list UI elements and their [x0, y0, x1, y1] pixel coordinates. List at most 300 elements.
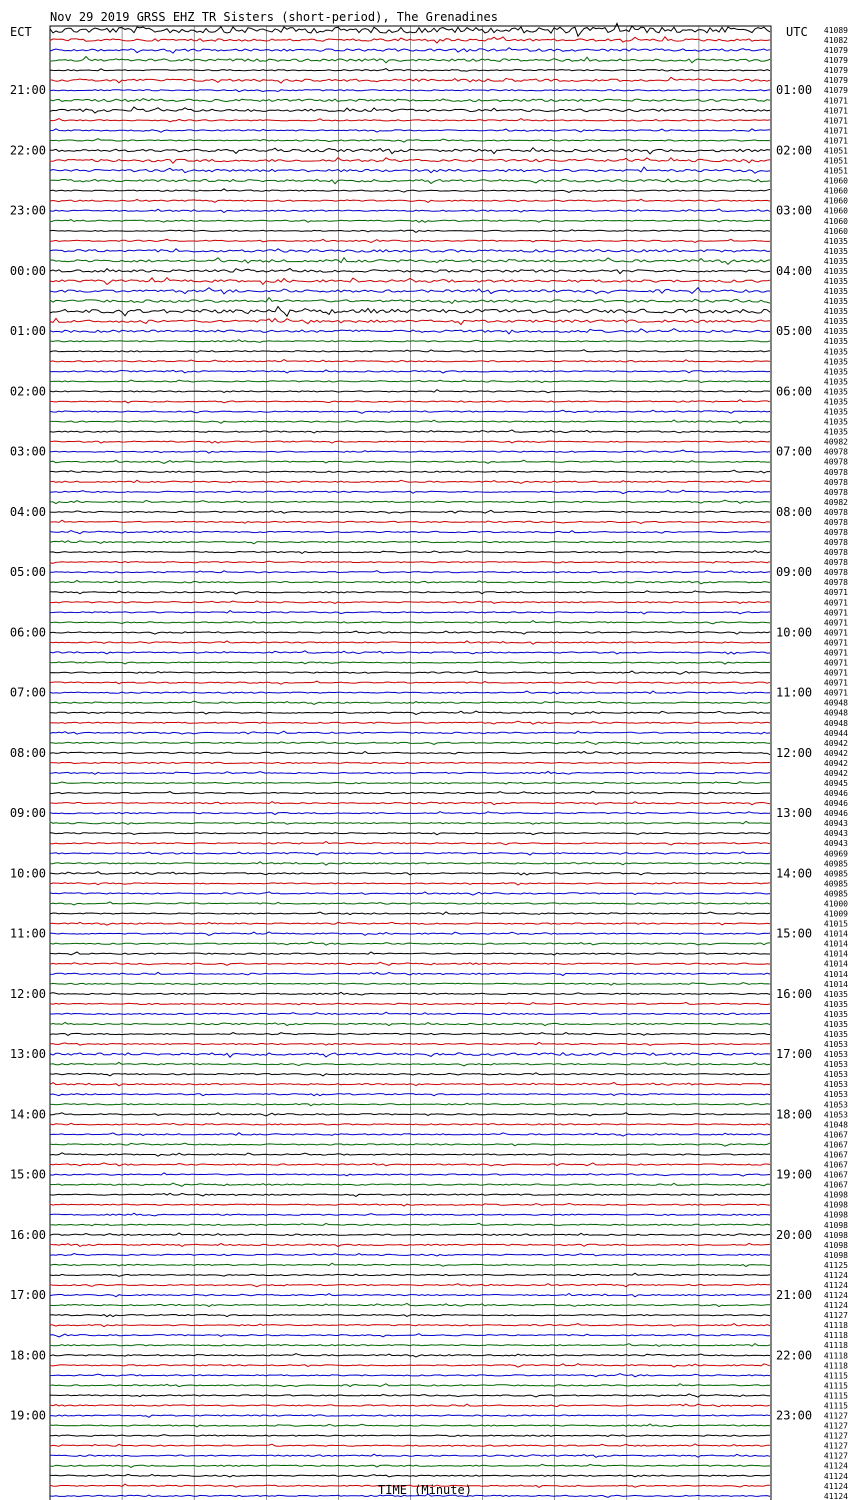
seismogram-trace: [50, 651, 770, 654]
hour-label-ect: 18:00: [9, 1348, 46, 1363]
trace-count-label: 41048: [823, 1120, 848, 1130]
seismogram-trace: [50, 771, 770, 774]
trace-count-label: 40985: [823, 879, 848, 889]
trace-count-label: 41009: [823, 909, 848, 919]
seismogram-trace: [50, 1404, 770, 1407]
trace-count-label: 40943: [823, 829, 848, 839]
trace-count-label: 41053: [823, 1100, 848, 1110]
hour-label-utc: 21:00: [776, 1288, 813, 1303]
trace-count-label: 41035: [823, 317, 848, 327]
seismogram-trace: [50, 962, 770, 965]
trace-count-label: 41014: [823, 929, 848, 939]
seismogram-trace: [50, 167, 770, 173]
seismogram-trace: [50, 541, 770, 544]
seismogram-trace: [50, 380, 770, 383]
seismogram-trace: [50, 1213, 770, 1216]
trace-count-label: 40944: [823, 728, 848, 738]
trace-count-label: 40971: [823, 658, 848, 668]
seismogram-trace: [50, 69, 770, 72]
trace-count-label: 41053: [823, 1110, 848, 1120]
seismogram-trace: [50, 319, 770, 325]
trace-count-label: 41098: [823, 1220, 848, 1230]
trace-count-label: 41067: [823, 1160, 848, 1170]
seismogram-trace: [50, 1203, 770, 1206]
seismogram-trace: [50, 119, 770, 122]
trace-count-label: 41053: [823, 1070, 848, 1080]
seismogram-trace: [50, 230, 770, 233]
seismogram-trace: [50, 57, 770, 63]
seismogram-trace: [50, 741, 770, 744]
trace-count-label: 40978: [823, 538, 848, 548]
trace-count-label: 41053: [823, 1040, 848, 1050]
seismogram-trace: [50, 1153, 770, 1156]
trace-count-label: 40942: [823, 768, 848, 778]
seismogram-trace: [50, 48, 770, 53]
seismogram-trace: [50, 631, 770, 634]
hour-label-utc: 16:00: [776, 986, 813, 1001]
hour-label-ect: 10:00: [9, 866, 46, 881]
trace-count-label: 41098: [823, 1210, 848, 1220]
trace-count-label: 41035: [823, 427, 848, 437]
trace-count-label: 40943: [823, 839, 848, 849]
seismogram-trace: [50, 802, 770, 805]
seismogram-trace: [50, 782, 770, 784]
trace-count-label: 41118: [823, 1321, 848, 1331]
trace-count-label: 40978: [823, 528, 848, 537]
seismogram-trace: [50, 490, 770, 493]
trace-count-label: 40978: [823, 477, 848, 487]
trace-count-label: 41035: [823, 337, 848, 347]
seismogram-trace: [50, 1094, 770, 1096]
trace-count-label: 41125: [823, 1260, 848, 1270]
trace-count-label: 41035: [823, 407, 848, 417]
hour-label-utc: 11:00: [776, 685, 813, 700]
seismogram-trace: [50, 551, 770, 554]
trace-count-label: 41124: [823, 1291, 848, 1301]
trace-count-label: 41035: [823, 417, 848, 427]
trace-count-label: 41124: [823, 1471, 848, 1481]
trace-count-label: 40948: [823, 698, 848, 708]
trace-count-label: 41035: [823, 287, 848, 297]
seismogram-trace: [50, 410, 770, 413]
trace-count-label: 40971: [823, 588, 848, 598]
trace-count-label: 41124: [823, 1491, 848, 1500]
trace-count-label: 41035: [823, 246, 848, 256]
hour-label-ect: 23:00: [9, 203, 46, 218]
trace-count-label: 41035: [823, 347, 848, 357]
hour-label-ect: 05:00: [9, 565, 46, 580]
seismogram-trace: [50, 872, 770, 875]
seismogram-trace: [50, 972, 770, 975]
trace-count-label: 41098: [823, 1190, 848, 1200]
seismogram-trace: [50, 77, 770, 83]
trace-count-label: 41000: [823, 899, 848, 909]
seismogram-trace: [50, 1233, 770, 1236]
trace-count-label: 41060: [823, 216, 848, 226]
seismogram-trace: [50, 1243, 770, 1246]
trace-count-label: 41115: [823, 1371, 848, 1381]
hour-label-ect: 13:00: [9, 1047, 46, 1062]
seismogram-trace: [50, 611, 770, 614]
seismogram-trace: [50, 671, 770, 674]
seismogram-trace: [50, 912, 770, 915]
trace-count-label: 41035: [823, 377, 848, 387]
seismogram-trace: [50, 500, 770, 503]
hour-label-utc: 15:00: [776, 926, 813, 941]
trace-count-label: 41035: [823, 1009, 848, 1019]
seismogram-trace: [50, 882, 770, 885]
seismogram-trace: [50, 983, 770, 986]
trace-count-label: 41118: [823, 1331, 848, 1341]
trace-count-label: 40982: [823, 497, 848, 507]
trace-count-label: 40978: [823, 487, 848, 497]
trace-count-label: 41127: [823, 1411, 848, 1421]
seismogram-trace: [50, 1354, 770, 1357]
trace-count-label: 41067: [823, 1140, 848, 1150]
seismogram-trace: [50, 1364, 770, 1367]
seismogram-trace: [50, 662, 770, 664]
trace-count-label: 41071: [823, 116, 848, 126]
trace-count-label: 41089: [823, 26, 848, 35]
trace-count-label: 41079: [823, 56, 848, 66]
trace-count-label: 41035: [823, 277, 848, 286]
trace-count-label: 41035: [823, 307, 848, 317]
trace-count-label: 40971: [823, 648, 848, 658]
hour-label-utc: 02:00: [776, 143, 813, 158]
trace-count-label: 41014: [823, 959, 848, 969]
trace-count-label: 41115: [823, 1401, 848, 1411]
trace-count-label: 41071: [823, 96, 848, 106]
trace-count-label: 40978: [823, 568, 848, 578]
trace-count-label: 40978: [823, 548, 848, 558]
trace-count-label: 41082: [823, 36, 848, 46]
seismogram-trace: [50, 329, 770, 334]
trace-count-label: 41115: [823, 1391, 848, 1401]
seismogram-trace: [50, 701, 770, 704]
hour-label-utc: 09:00: [776, 565, 813, 580]
seismogram-trace: [50, 520, 770, 523]
seismogram-trace: [50, 23, 770, 36]
hour-label-ect: 15:00: [9, 1167, 46, 1182]
trace-count-label: 41098: [823, 1200, 848, 1210]
seismogram-trace: [50, 762, 770, 763]
trace-count-label: 41098: [823, 1240, 848, 1250]
seismogram-trace: [50, 1334, 770, 1337]
seismogram-trace: [50, 1183, 770, 1186]
hour-label-utc: 14:00: [776, 866, 813, 881]
seismogram-trace: [50, 641, 770, 644]
seismogram-trace: [50, 1303, 770, 1306]
seismogram-trace: [50, 99, 770, 102]
trace-count-label: 40942: [823, 758, 848, 768]
seismogram-trace: [50, 1012, 770, 1014]
trace-count-label: 40943: [823, 819, 848, 829]
trace-count-label: 41060: [823, 206, 848, 216]
chart-title: Nov 29 2019 GRSS EHZ TR Sisters (short-period), The Grenadines: [50, 10, 498, 24]
trace-count-label: 41127: [823, 1421, 848, 1431]
trace-count-label: 41124: [823, 1270, 848, 1280]
seismogram-trace: [50, 791, 770, 793]
seismogram-trace: [50, 1193, 770, 1196]
seismogram-trace: [50, 992, 770, 995]
seismogram-trace: [50, 470, 770, 473]
seismogram-trace: [50, 1023, 770, 1026]
seismogram-trace: [50, 1133, 770, 1136]
trace-count-label: 40948: [823, 708, 848, 718]
seismogram-trace: [50, 1083, 770, 1086]
seismogram-trace: [50, 390, 770, 393]
seismogram-trace: [50, 862, 770, 865]
trace-count-label: 40971: [823, 598, 848, 608]
trace-count-label: 41098: [823, 1230, 848, 1240]
seismogram-trace: [50, 561, 770, 563]
trace-count-label: 41127: [823, 1431, 848, 1441]
seismogram-trace: [50, 711, 770, 714]
trace-count-label: 41051: [823, 146, 848, 156]
seismogram-trace: [50, 179, 770, 184]
trace-count-label: 41035: [823, 297, 848, 307]
trace-count-label: 41060: [823, 176, 848, 186]
seismogram-trace: [50, 601, 770, 604]
seismogram-trace: [50, 189, 770, 193]
seismogram-trace: [50, 510, 770, 513]
seismogram-trace: [50, 1415, 770, 1417]
trace-count-label: 41071: [823, 126, 848, 136]
seismogram-trace: [50, 731, 770, 734]
trace-count-label: 41051: [823, 156, 848, 166]
hour-label-ect: 01:00: [9, 324, 46, 339]
trace-count-label: 41079: [823, 46, 848, 56]
seismogram-trace: [50, 1273, 770, 1276]
trace-count-label: 41035: [823, 327, 848, 337]
seismogram-trace: [50, 209, 770, 213]
trace-count-label: 41051: [823, 166, 848, 176]
trace-count-label: 41053: [823, 1050, 848, 1060]
seismogram-trace: [50, 1464, 770, 1467]
seismogram-trace: [50, 37, 770, 43]
seismogram-trace: [50, 1444, 770, 1446]
seismogram-trace: [50, 460, 770, 463]
hour-label-ect: 12:00: [9, 986, 46, 1001]
seismogram-trace: [50, 1284, 770, 1287]
hour-label-ect: 16:00: [9, 1227, 46, 1242]
trace-count-label: 40978: [823, 467, 848, 477]
hour-label-utc: 06:00: [776, 384, 813, 399]
seismogram-trace: [50, 691, 770, 694]
trace-count-label: 41118: [823, 1341, 848, 1351]
trace-count-label: 41115: [823, 1381, 848, 1391]
trace-count-label: 41035: [823, 989, 848, 999]
trace-count-label: 40978: [823, 447, 848, 457]
trace-count-labels: [824, 26, 848, 1500]
seismogram-trace: [50, 1143, 770, 1146]
trace-count-label: 40978: [823, 507, 848, 517]
hour-label-utc: 10:00: [776, 625, 813, 640]
trace-count-label: 41035: [823, 256, 848, 266]
seismogram-trace: [50, 752, 770, 755]
seismogram-trace: [50, 370, 770, 373]
trace-count-label: 41124: [823, 1301, 848, 1311]
trace-count-label: 41053: [823, 1080, 848, 1090]
trace-count-label: 41127: [823, 1441, 848, 1451]
seismogram-trace: [50, 952, 770, 955]
trace-count-label: 40946: [823, 789, 848, 799]
seismogram-trace: [50, 430, 770, 433]
seismogram-trace: [50, 922, 770, 925]
trace-count-label: 40948: [823, 718, 848, 728]
trace-count-label: 41124: [823, 1281, 848, 1290]
hour-label-ect: 03:00: [9, 444, 46, 459]
seismogram-trace: [50, 1163, 770, 1166]
seismogram-trace: [50, 1103, 770, 1106]
seismogram-trace: [50, 1062, 770, 1066]
hour-label-utc: 03:00: [776, 203, 813, 218]
trace-count-label: 40985: [823, 869, 848, 879]
seismogram-trace: [50, 932, 770, 936]
seismogram-trace: [50, 239, 770, 242]
seismogram-trace: [50, 340, 770, 343]
trace-count-label: 41067: [823, 1170, 848, 1180]
hour-label-utc: 20:00: [776, 1227, 813, 1242]
trace-count-label: 40942: [823, 738, 848, 748]
trace-count-label: 40969: [823, 849, 848, 859]
trace-count-label: 40985: [823, 889, 848, 899]
hour-label-utc: 01:00: [776, 83, 813, 98]
trace-count-label: 41035: [823, 1030, 848, 1039]
hour-label-ect: 17:00: [9, 1288, 46, 1303]
hour-label-utc: 12:00: [776, 745, 813, 760]
trace-count-label: 41067: [823, 1180, 848, 1190]
trace-count-label: 41098: [823, 1250, 848, 1260]
trace-count-label: 41014: [823, 949, 848, 959]
trace-count-label: 41127: [823, 1311, 848, 1321]
seismogram-trace: [50, 833, 770, 835]
seismogram-trace: [50, 1042, 770, 1045]
seismogram-trace: [50, 531, 770, 534]
seismogram-trace: [50, 721, 770, 724]
trace-count-label: 40971: [823, 678, 848, 688]
hour-label-utc: 23:00: [776, 1408, 813, 1423]
seismogram-trace: [50, 129, 770, 132]
seismogram-trace: [50, 360, 770, 362]
seismogram-trace: [50, 1073, 770, 1076]
trace-count-label: 40985: [823, 859, 848, 869]
seismogram-trace: [50, 902, 770, 905]
seismogram-trace: [50, 1474, 770, 1477]
hour-label-utc: 19:00: [776, 1167, 813, 1182]
seismogram-trace: [50, 258, 770, 265]
seismogram-trace: [50, 269, 770, 274]
seismogram-trace: [50, 1454, 770, 1457]
trace-count-label: 41035: [823, 999, 848, 1009]
hour-label-utc: 07:00: [776, 444, 813, 459]
trace-count-label: 41060: [823, 196, 848, 206]
seismogram-trace: [50, 480, 770, 483]
seismogram-trace: [50, 1053, 770, 1058]
hour-label-utc: 04:00: [776, 263, 813, 278]
trace-count-label: 41124: [823, 1481, 848, 1491]
hour-label-ect: 04:00: [9, 504, 46, 519]
hour-label-utc: 08:00: [776, 504, 813, 519]
seismogram-trace: [50, 571, 770, 573]
trace-count-label: 40971: [823, 688, 848, 698]
hour-label-ect: 11:00: [9, 926, 46, 941]
seismogram-trace: [50, 1394, 770, 1397]
trace-count-label: 41035: [823, 357, 848, 367]
trace-count-label: 41127: [823, 1451, 848, 1461]
seismogram-trace: [50, 249, 770, 252]
trace-count-label: 41035: [823, 397, 848, 407]
trace-count-label: 41014: [823, 969, 848, 979]
seismogram-trace: [50, 1374, 770, 1377]
trace-count-label: 40978: [823, 558, 848, 568]
seismogram-trace: [50, 350, 770, 352]
hour-label-ect: 02:00: [9, 384, 46, 399]
hour-label-utc: 18:00: [776, 1107, 813, 1122]
seismogram-trace: [50, 1424, 770, 1427]
seismogram-trace: [50, 298, 770, 304]
seismogram-trace: [50, 591, 770, 594]
hour-label-ect: 09:00: [9, 806, 46, 821]
seismogram-trace: [50, 842, 770, 846]
seismogram-trace: [50, 199, 770, 202]
seismogram-trace: [50, 288, 770, 294]
trace-count-label: 40942: [823, 748, 848, 758]
seismogram-trace: [50, 220, 770, 223]
hour-label-utc: 05:00: [776, 324, 813, 339]
hour-label-ect: 19:00: [9, 1408, 46, 1423]
trace-count-label: 41035: [823, 1019, 848, 1029]
trace-count-label: 40971: [823, 608, 848, 618]
seismogram-trace: [50, 852, 770, 855]
seismogram-trace: [50, 400, 770, 403]
trace-count-label: 41014: [823, 939, 848, 949]
trace-count-label: 40978: [823, 517, 848, 527]
trace-count-label: 41118: [823, 1361, 848, 1371]
seismogram-trace: [50, 1002, 770, 1004]
hour-label-ect: 07:00: [9, 685, 46, 700]
seismogram-trace: [50, 1324, 770, 1327]
trace-count-label: 41053: [823, 1060, 848, 1070]
seismogram-trace: [50, 1344, 770, 1347]
trace-count-label: 40978: [823, 578, 848, 588]
seismogram-trace: [50, 1123, 770, 1125]
trace-count-label: 40946: [823, 799, 848, 809]
seismogram-trace: [50, 1254, 770, 1257]
trace-count-label: 41079: [823, 66, 848, 76]
seismogram-trace: [50, 1113, 770, 1116]
trace-count-label: 40982: [823, 437, 848, 447]
seismogram-trace: [50, 1384, 770, 1387]
seismogram-trace: [50, 1315, 770, 1317]
hour-label-utc: 22:00: [776, 1348, 813, 1363]
trace-count-label: 40945: [823, 779, 848, 788]
trace-count-label: 40946: [823, 809, 848, 819]
trace-count-label: 40971: [823, 668, 848, 678]
left-timezone-label: ECT: [10, 25, 32, 39]
seismogram-trace: [50, 148, 770, 154]
trace-count-label: 40978: [823, 457, 848, 467]
seismogram-trace: [50, 90, 770, 92]
trace-count-label: 41035: [823, 387, 848, 397]
seismogram-trace: [50, 1223, 770, 1225]
seismogram-trace: [50, 139, 770, 142]
trace-count-label: 41067: [823, 1150, 848, 1160]
hour-label-utc: 13:00: [776, 806, 813, 821]
trace-count-label: 41035: [823, 236, 848, 246]
right-timezone-label: UTC: [786, 25, 808, 39]
trace-count-label: 41035: [823, 266, 848, 276]
